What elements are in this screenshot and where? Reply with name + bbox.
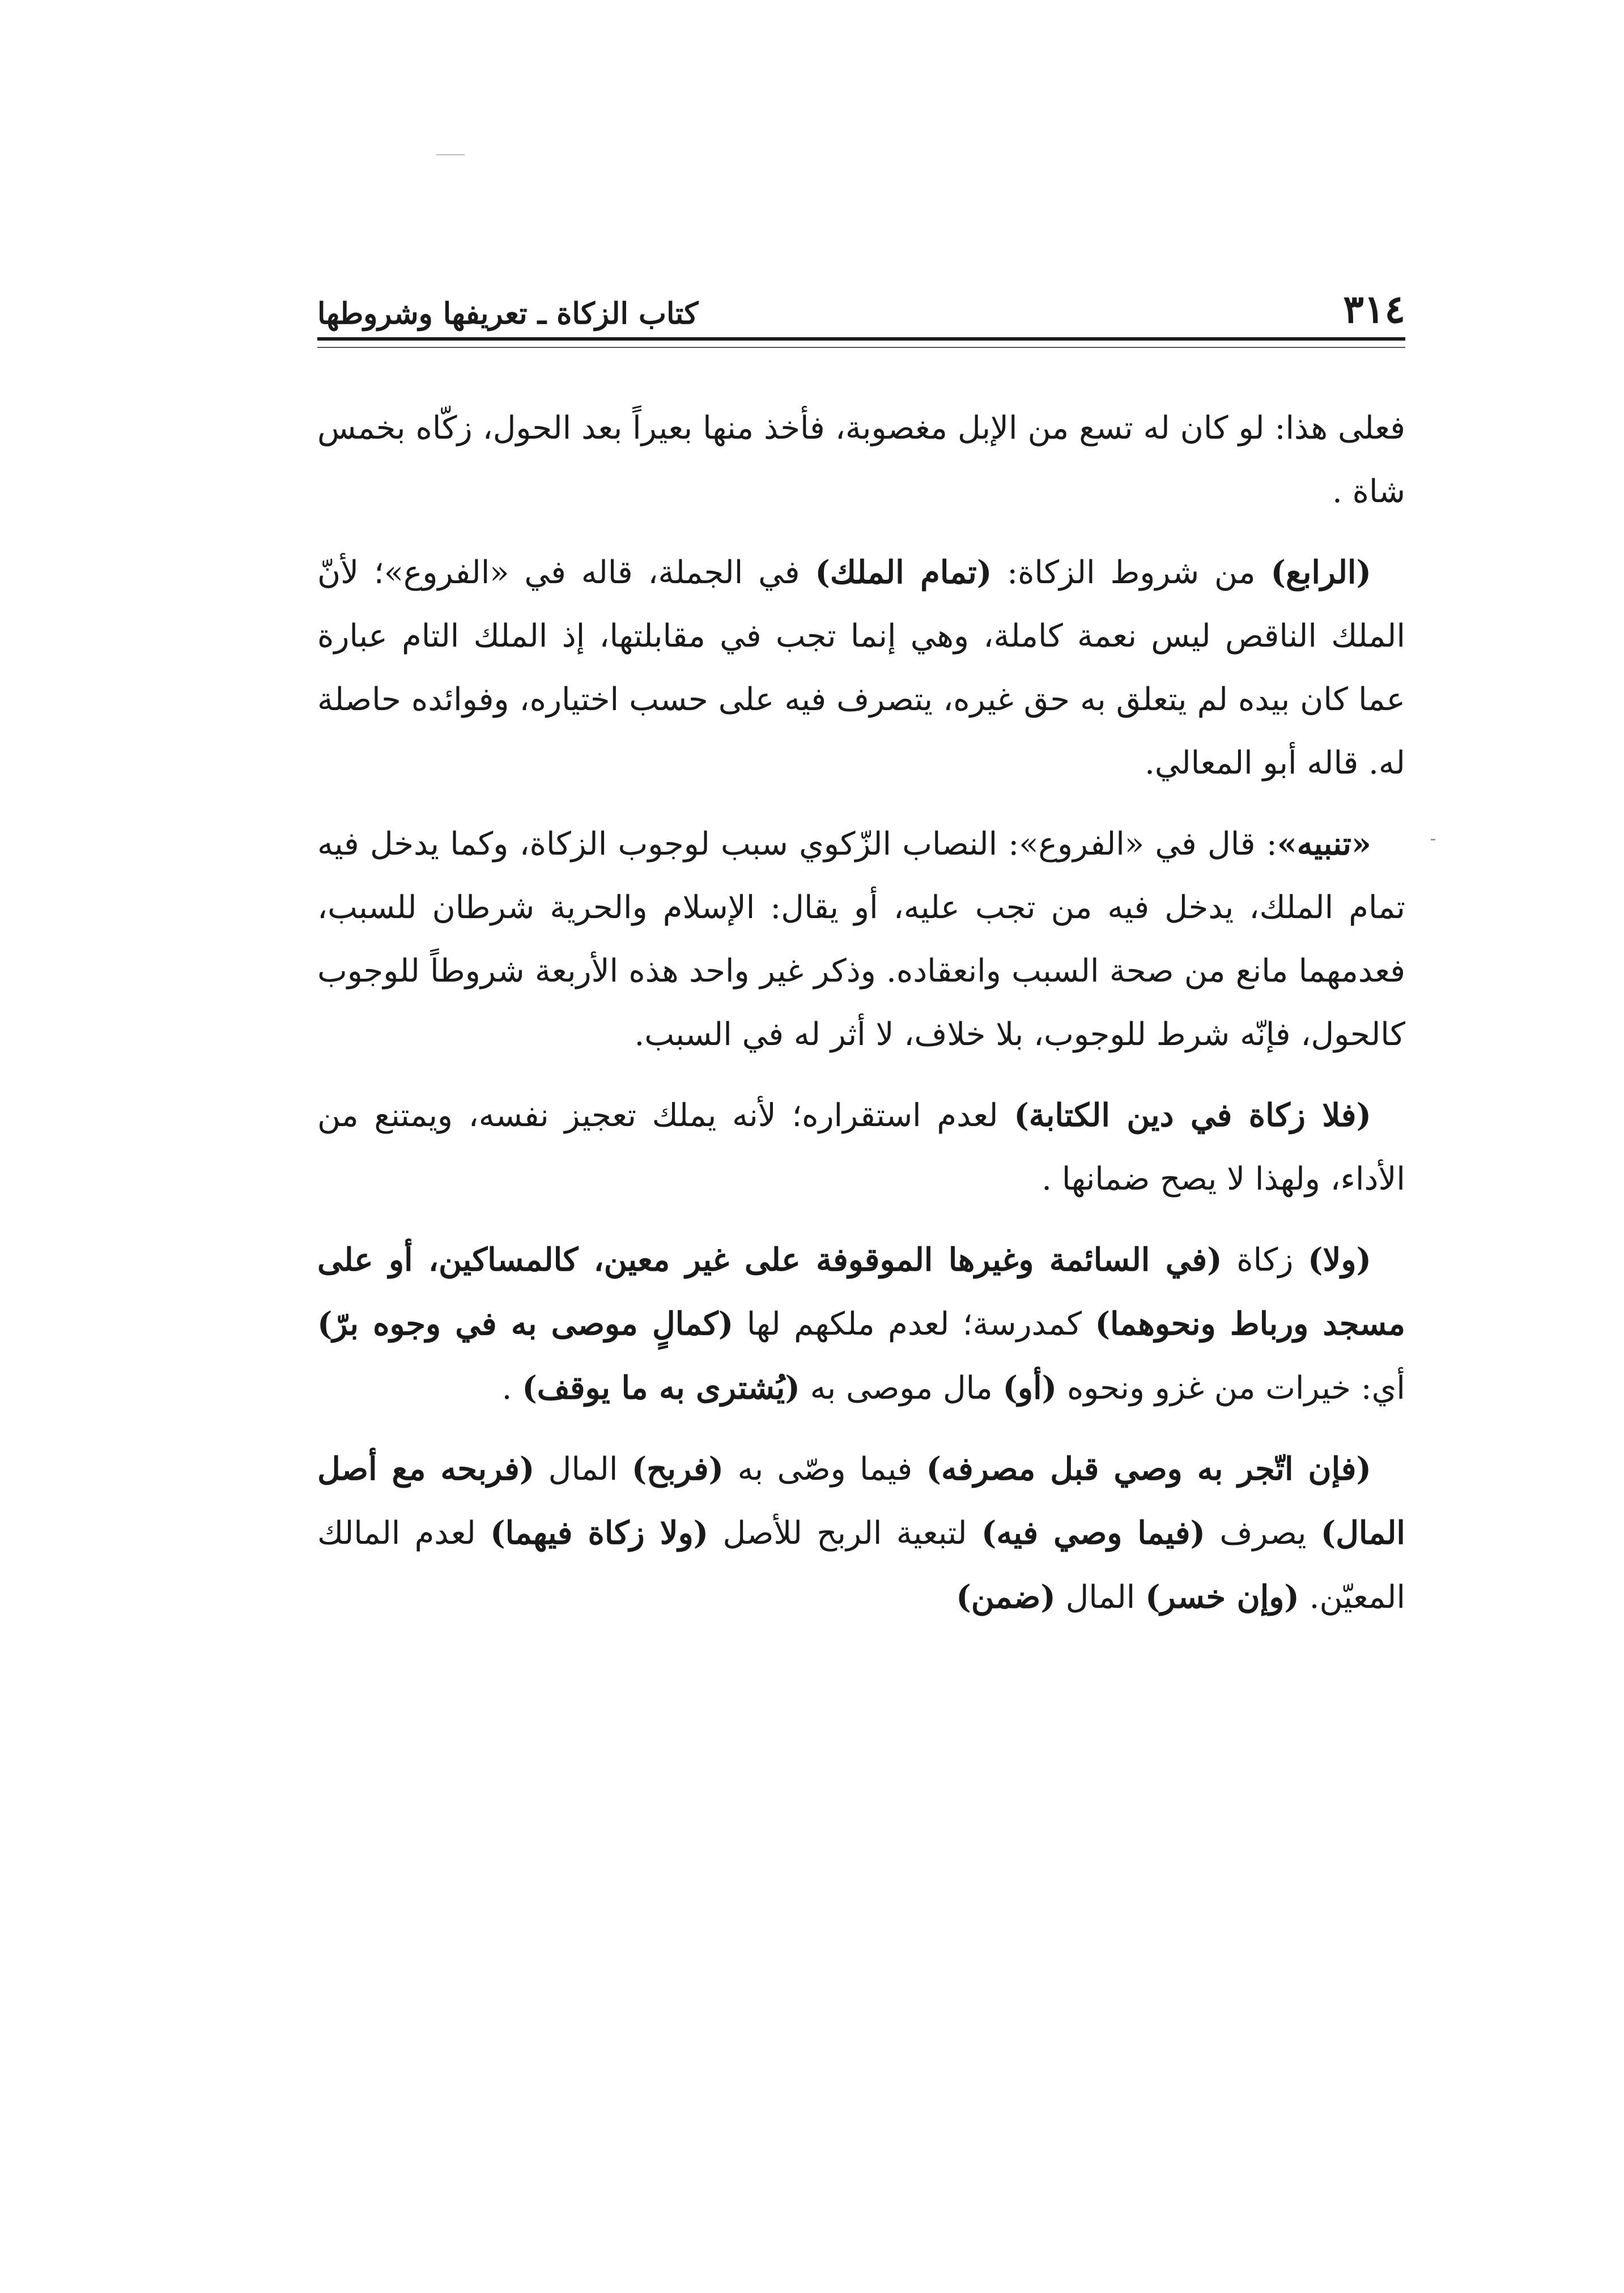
body-text xyxy=(317,397,1405,1646)
sharh-text: من شروط الزكاة: xyxy=(992,554,1271,591)
matn-text: (ولا) xyxy=(1308,1241,1371,1279)
matn-text: (في السائمة وغيرها الموقوفة على غير معين، كالمساكين، أو على مسجد ورباط ونحوهما) xyxy=(317,1241,1405,1343)
page-number: ٣١٤ xyxy=(1343,287,1405,332)
paragraph-1 xyxy=(317,397,1405,524)
sharh-text: زكاة xyxy=(1222,1242,1308,1279)
matn-text: (فإن اتّجر به وصي قبل مصرفه) xyxy=(926,1450,1372,1488)
paragraph-3 xyxy=(317,812,1405,1067)
header-rule-thin xyxy=(317,347,1405,348)
sharh-text: فعلى هذا: لو كان له تسع من الإبل مغصوبة، فأخذ منها بعيراً بعد الحول، زكّاه بخمس شاة . xyxy=(317,410,1406,510)
sharh-text: كمدرسة؛ لعدم ملكهم لها xyxy=(733,1306,1095,1343)
sharh-text: يصرف xyxy=(1205,1515,1321,1552)
paragraph-5 xyxy=(317,1228,1405,1420)
sharh-text: لعدم المالك المعيّن. xyxy=(317,1515,1405,1616)
matn-text: (تمام الملك) xyxy=(815,554,992,591)
sharh-text: لتبعية الربح للأصل xyxy=(708,1515,981,1552)
header-rule xyxy=(317,337,1405,341)
matn-text: (كمالٍ موصى به في وجوه برّ) xyxy=(317,1305,734,1343)
paragraph-6 xyxy=(317,1437,1405,1629)
matn-text: (أو) xyxy=(1002,1369,1057,1407)
sharh-text: : قال في «الفروع»: النصاب الزّكوي سبب لوجوب الزكاة، وكما يدخل فيه تمام الملك، يدخل فيه من تجب عليه، أو يقال: الإسلام والحرية شرطان للسبب، فعدمهما مانع من صحة السبب وانعقاده. وذكر غير واحد هذه الأربعة شروطاً للوجوب كالحول، فإنّه شرط للوجوب، بلا خلاف، لا أثر له في السبب. xyxy=(317,826,1405,1053)
running-title: كتاب الزكاة ـ تعريفها وشروطها xyxy=(317,296,699,331)
matn-text: (فيما وصي فيه) xyxy=(981,1514,1205,1552)
sharh-text: المال xyxy=(534,1451,632,1488)
sharh-text: . xyxy=(501,1370,522,1407)
matn-text: (ولا زكاة فيهما) xyxy=(490,1514,709,1552)
paragraph-4 xyxy=(317,1084,1405,1211)
paragraph-2 xyxy=(317,541,1405,795)
sharh-text: فيما وصّى به xyxy=(724,1451,926,1488)
matn-text: (وإن خسر) xyxy=(1145,1578,1299,1616)
matn-text: (الرابع) xyxy=(1270,554,1371,591)
margin-mark xyxy=(1431,839,1435,840)
matn-text: (يُشترى به ما يوقف) xyxy=(522,1369,800,1407)
matn-text: (ضمن) xyxy=(956,1578,1056,1616)
sharh-text: لعدم استقراره؛ لأنه يملك تعجيز نفسه، ويمتنع من الأداء، ولهذا لا يصح ضمانها . xyxy=(317,1097,1405,1198)
scan-mark xyxy=(436,154,465,155)
matn-text: (فربحه مع أصل المال) xyxy=(317,1450,1405,1552)
matn-text: (فلا زكاة في دين الكتابة) xyxy=(1014,1097,1372,1134)
matn-text: «تنبيه» xyxy=(1277,825,1371,863)
sharh-text: المال xyxy=(1055,1579,1146,1616)
sharh-text: في الجملة، قاله في «الفروع»؛ لأنّ الملك الناقص ليس نعمة كاملة، وهي إنما تجب في مقابلتها، إذ الملك التام عبارة عما كان بيده لم يتعلق به حق غيره، يتصرف فيه على حسب اختياره، وفوائده حاصلة له. قاله أبو المعالي. xyxy=(317,554,1405,782)
page-header xyxy=(317,266,1405,332)
matn-text: (فربح) xyxy=(631,1450,724,1488)
sharh-text: مال موصى به xyxy=(800,1370,1003,1407)
sharh-text: أي: خيرات من غزو ونحوه xyxy=(1057,1370,1405,1407)
